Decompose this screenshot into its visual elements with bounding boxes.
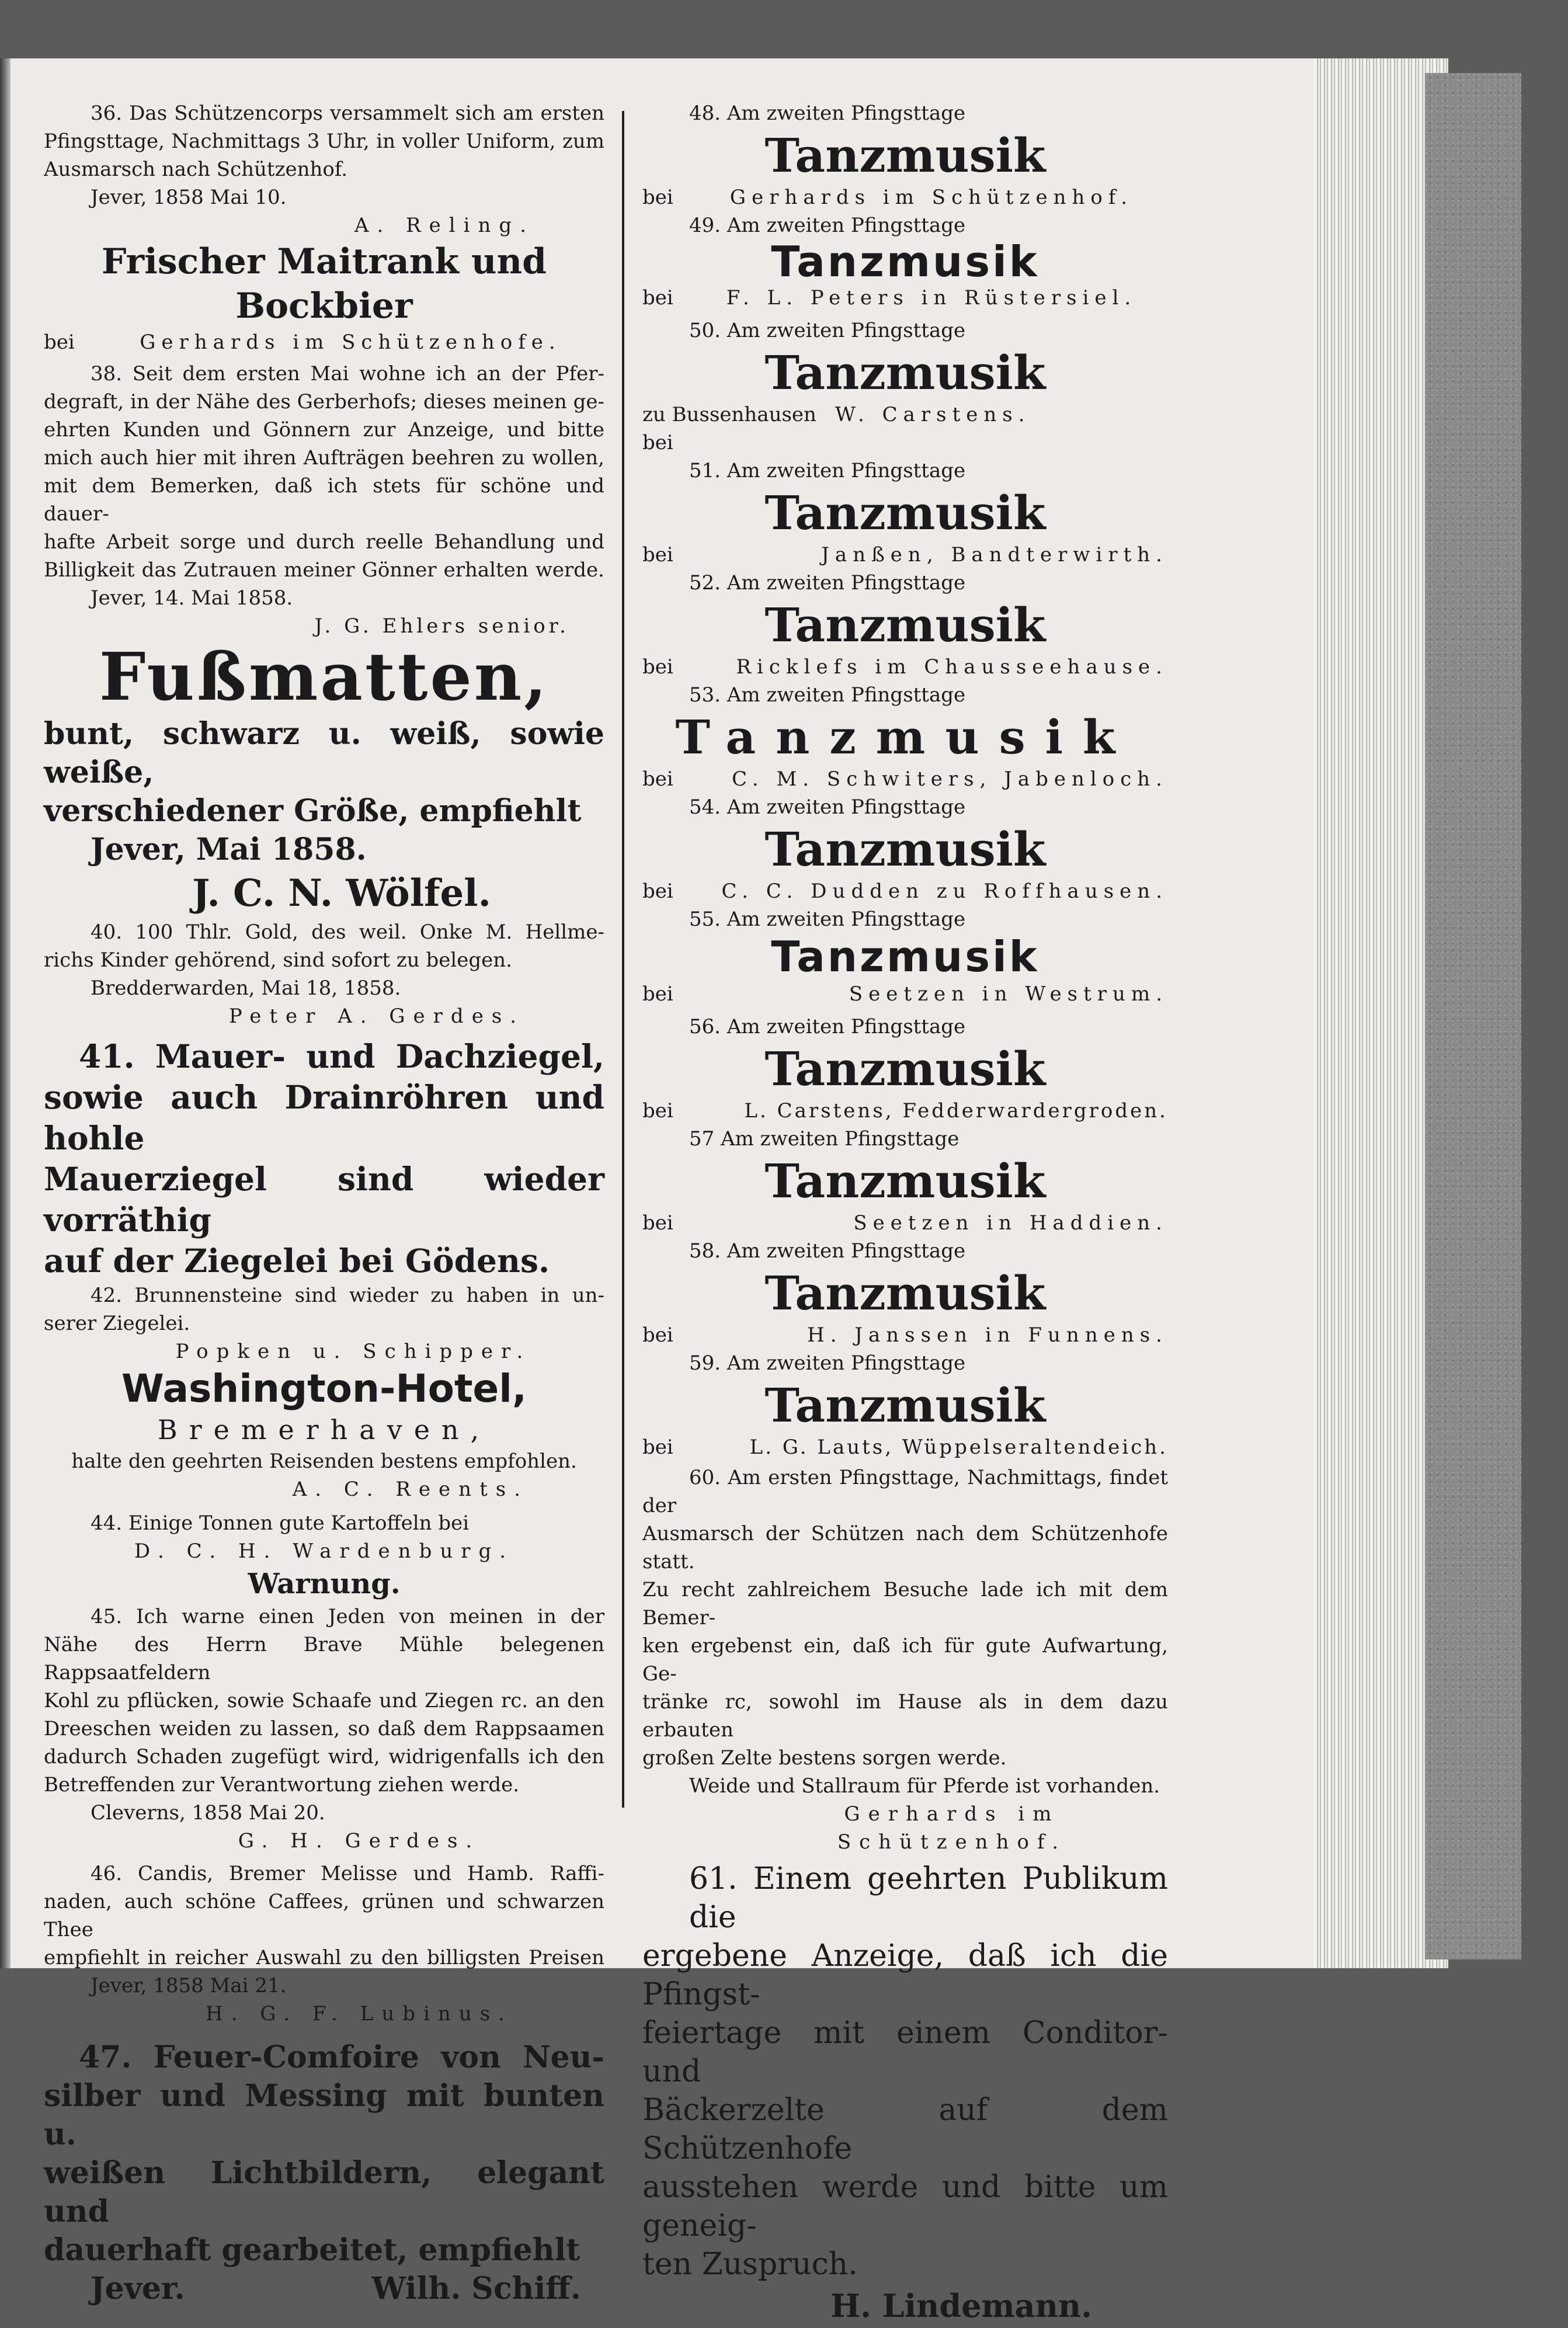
ad-line: Betreffenden zur Verantwortung ziehen werde. bbox=[44, 1773, 520, 1797]
right-column bbox=[642, 99, 1168, 2328]
bei-label: bei bbox=[642, 655, 673, 679]
dance-ad-59 bbox=[642, 1349, 1168, 1461]
ad-line: Zu recht zahlreichem Besuche lade ich mit dem Bemer- bbox=[642, 1578, 1168, 1629]
ad-line: hafte Arbeit sorge und durch reelle Behandlung und bbox=[44, 530, 604, 554]
ad-signature: L. Carstens, Fedderwardergroden. bbox=[744, 1099, 1168, 1123]
ad-date: Jever, 1858 Mai 21. bbox=[91, 1974, 287, 1997]
ad-signature: Seetzen in Westrum. bbox=[849, 982, 1168, 1006]
ad-signature: D. C. H. Wardenburg. bbox=[134, 1540, 514, 1563]
ad-line: 42. Brunnensteine sind wieder zu haben in un- bbox=[91, 1284, 604, 1307]
ad-37 bbox=[44, 239, 604, 356]
ad-line: Ausmarsch nach Schützenhof. bbox=[44, 158, 348, 181]
ad-line: Ausmarsch der Schützen nach dem Schützenhofe statt. bbox=[642, 1522, 1168, 1573]
ad-headline: Frischer Maitrank und Bockbier bbox=[101, 241, 547, 326]
ad-line: 47. Feuer-Comfoire von Neu- bbox=[79, 2039, 604, 2075]
ad-line: 46. Candis, Bremer Melisse und Hamb. Raffi- bbox=[91, 1862, 604, 1885]
ad-date: Jever, 14. Mai 1858. bbox=[91, 586, 293, 610]
ad-signature: F. L. Peters in Rüstersiel. bbox=[726, 286, 1137, 310]
ad-headline: Tanzmusik bbox=[764, 345, 1046, 400]
bei-label: bei bbox=[642, 982, 673, 1006]
ad-line: Weide und Stallraum für Pferde ist vorhanden. bbox=[689, 1774, 1160, 1798]
dance-ad-49 bbox=[642, 211, 1168, 312]
ad-61 bbox=[642, 1860, 1168, 2328]
bei-label: bei bbox=[44, 331, 75, 354]
ad-line: dadurch Schaden zugefügt wird, widrigenfalls ich den bbox=[44, 1745, 604, 1768]
ad-signature: Gerhards im Schützenhof. bbox=[837, 1802, 1067, 1854]
ad-headline: Tanzmusik bbox=[764, 1041, 1046, 1096]
ad-line: 48. Am zweiten Pfingsttage bbox=[689, 102, 966, 125]
ad-line: mit dem Bemerken, daß ich stets für schöne und dauer- bbox=[44, 474, 604, 526]
ad-signature: C. M. Schwiters, Jabenloch. bbox=[732, 767, 1168, 791]
bei-label: bei bbox=[642, 767, 673, 791]
dance-ad-54 bbox=[642, 793, 1168, 905]
ad-location-row bbox=[642, 765, 1168, 793]
ad-headline: Tanzmusik bbox=[764, 597, 1046, 652]
ad-40 bbox=[44, 918, 604, 1030]
dance-ad-53 bbox=[642, 681, 1168, 793]
ad-line: 56. Am zweiten Pfingsttage bbox=[689, 1015, 966, 1038]
ad-date: Cleverns, 1858 Mai 20. bbox=[91, 1801, 325, 1825]
ad-line: 45. Ich warne einen Jeden von meinen in der bbox=[91, 1605, 604, 1628]
ad-line: Mauerziegel sind wieder vorräthig bbox=[44, 1160, 604, 1239]
bei-label: bei bbox=[642, 1211, 673, 1235]
ad-signature: A. C. Reents. bbox=[292, 1478, 529, 1501]
ad-location-row bbox=[642, 541, 1168, 569]
dance-ad-52 bbox=[642, 569, 1168, 681]
ad-signature: Ricklefs im Chausseehause. bbox=[736, 655, 1168, 679]
ad-date: Jever, 1858 Mai 10. bbox=[91, 186, 287, 209]
ad-headline: Tanzmusik bbox=[771, 932, 1039, 981]
dance-ad-50 bbox=[642, 317, 1168, 457]
ad-line: silber und Messing mit bunten u. bbox=[44, 2078, 604, 2152]
ad-location-row bbox=[642, 653, 1168, 681]
dance-ad-48 bbox=[642, 99, 1168, 211]
ad-line: tränke rc, sowohl im Hause als in dem dazu erbauten bbox=[642, 1690, 1168, 1742]
bei-label: bei bbox=[642, 1323, 673, 1347]
ad-line: großen Zelte bestens sorgen werde. bbox=[642, 1746, 1007, 1770]
ad-signature: H. Lindemann. bbox=[830, 2287, 1092, 2324]
ad-44 bbox=[44, 1509, 604, 1565]
ad-signature: Peter A. Gerdes. bbox=[228, 1005, 525, 1028]
ad-line: weißen Lichtbildern, elegant und bbox=[44, 2155, 604, 2229]
ad-line: 57 Am zweiten Pfingsttage bbox=[689, 1127, 959, 1151]
ad-location-row bbox=[642, 980, 1168, 1008]
dance-ad-55 bbox=[642, 905, 1168, 1008]
dance-ad-58 bbox=[642, 1237, 1168, 1349]
ad-signature: Seetzen in Haddien. bbox=[853, 1211, 1168, 1235]
ad-date: Jever, Mai 1858. bbox=[91, 832, 367, 867]
ad-signature: G. H. Gerdes. bbox=[238, 1829, 481, 1853]
ad-line: serer Ziegelei. bbox=[44, 1312, 190, 1335]
ad-line: 44. Einige Tonnen gute Kartoffeln bei bbox=[91, 1512, 470, 1535]
ad-line: Kohl zu pflücken, sowie Schaafe und Ziegen rc. an den bbox=[44, 1689, 604, 1712]
ad-signature: J. C. N. Wölfel. bbox=[192, 871, 491, 915]
ad-line: naden, auch schöne Caffees, grünen und schwarzen Thee bbox=[44, 1890, 604, 1941]
ad-signature: Janßen, Bandterwirth. bbox=[821, 543, 1168, 567]
ad-place: Jever. bbox=[91, 2271, 185, 2306]
ad-headline: Tanzmusik bbox=[764, 1153, 1046, 1208]
ad-headline: Tanzmusik bbox=[764, 128, 1046, 183]
ad-location-row bbox=[642, 1321, 1168, 1349]
ad-46 bbox=[44, 1860, 604, 2028]
ad-headline: Tanzmusik bbox=[764, 485, 1046, 540]
ad-line: 54. Am zweiten Pfingsttage bbox=[689, 795, 966, 819]
ad-line: ausstehen werde und bitte um geneig- bbox=[642, 2170, 1168, 2243]
ad-line: 60. Am ersten Pfingsttage, Nachmittags, findet der bbox=[642, 1466, 1168, 1517]
ad-line: 38. Seit dem ersten Mai wohne ich an der Pfer- bbox=[91, 362, 604, 385]
ad-line: Bäckerzelte auf dem Schützenhofe bbox=[642, 2093, 1168, 2166]
book-cover-board bbox=[1425, 73, 1521, 1959]
ad-line: dauerhaft gearbeitet, empfiehlt bbox=[44, 2232, 580, 2268]
ad-line: bunt, schwarz u. weiß, sowie weiße, bbox=[44, 716, 604, 790]
ad-line: richs Kinder gehörend, sind sofort zu belegen. bbox=[44, 948, 512, 972]
ad-signature: L. G. Lauts, Wüppelseraltendeich. bbox=[749, 1436, 1168, 1459]
ad-location-row bbox=[44, 328, 604, 356]
ad-headline: Tanzmusik bbox=[764, 1378, 1046, 1433]
ad-line: mich auch hier mit ihren Aufträgen beehren zu wollen, bbox=[44, 446, 604, 470]
ad-line: verschiedener Größe, empfiehlt bbox=[44, 793, 582, 829]
ad-38 bbox=[44, 360, 604, 640]
ad-footer-row bbox=[44, 2270, 604, 2308]
ad-signature: Gerhards im Schützenhof. bbox=[729, 186, 1134, 209]
ad-line: 61. Einem geehrten Publikum die bbox=[689, 1861, 1168, 1935]
ad-line: 50. Am zweiten Pfingsttage bbox=[689, 319, 966, 342]
ad-signature: A. Reling. bbox=[354, 214, 534, 237]
ad-headline: Warnung. bbox=[248, 1568, 401, 1600]
left-column bbox=[44, 99, 604, 2308]
dance-ad-56 bbox=[642, 1013, 1168, 1125]
ad-line: empfiehlt in reicher Auswahl zu den billigsten Preisen bbox=[44, 1946, 604, 1969]
ad-date: Bredderwarden, Mai 18, 1858. bbox=[91, 977, 401, 1000]
ad-signature: Gerhards im Schützenhofe. bbox=[140, 331, 561, 354]
ad-line: 53. Am zweiten Pfingsttage bbox=[689, 683, 966, 707]
ad-city: Bremerhaven, bbox=[157, 1414, 491, 1446]
bei-label: bei bbox=[642, 880, 673, 903]
binding-gutter bbox=[0, 58, 11, 1968]
ad-location-row bbox=[642, 1209, 1168, 1237]
ad-headline: Tanzmusik bbox=[764, 822, 1046, 877]
ad-line: ehrten Kunden und Gönnern zur Anzeige, und bitte bbox=[44, 418, 604, 442]
ad-headline: Tanzmusik bbox=[675, 710, 1135, 765]
ad-line: auf der Ziegelei bei Gödens. bbox=[44, 1242, 550, 1280]
bei-label: bei bbox=[642, 1436, 673, 1459]
ad-line: 55. Am zweiten Pfingsttage bbox=[689, 908, 966, 931]
ad-43 bbox=[44, 1365, 604, 1503]
column-rule bbox=[622, 111, 624, 1808]
ad-location-row bbox=[642, 877, 1168, 905]
ad-line: 49. Am zweiten Pfingsttage bbox=[689, 214, 966, 237]
ad-line: 59. Am zweiten Pfingsttage bbox=[689, 1351, 966, 1375]
ad-line: ergebene Anzeige, daß ich die Pfingst- bbox=[642, 1938, 1168, 2012]
ad-location-row bbox=[642, 1433, 1168, 1461]
ad-line: halte den geehrten Reisenden bestens empfohlen. bbox=[71, 1450, 577, 1473]
ad-line: Pfingsttage, Nachmittags 3 Uhr, in voller Uniform, zum bbox=[44, 130, 604, 153]
ad-line: 51. Am zweiten Pfingsttage bbox=[689, 459, 966, 482]
ad-location-row bbox=[642, 401, 1168, 457]
bei-label: bei bbox=[642, 543, 673, 567]
ad-line: Dreeschen weiden zu lassen, so daß dem Rappsaamen bbox=[44, 1717, 604, 1740]
ad-42 bbox=[44, 1281, 604, 1365]
ad-line: 41. Mauer- und Dachziegel, bbox=[79, 1037, 604, 1075]
ad-line: Nähe des Herrn Brave Mühle belegenen Rappsaatfeldern bbox=[44, 1633, 604, 1684]
ad-signature: Popken u. Schipper. bbox=[175, 1340, 531, 1363]
ad-signature: Wilh. Schiff. bbox=[371, 2271, 581, 2306]
ad-location-row bbox=[642, 1097, 1168, 1125]
ad-signature: H. Janssen in Funnens. bbox=[807, 1323, 1168, 1347]
ad-headline: Washington-Hotel, bbox=[121, 1366, 527, 1411]
ad-signature: C. C. Dudden zu Roffhausen. bbox=[721, 880, 1168, 903]
ad-location-row bbox=[642, 284, 1168, 312]
ad-line: 36. Das Schützencorps versammelt sich am ersten bbox=[91, 102, 604, 125]
ad-signature: J. G. Ehlers senior. bbox=[314, 614, 569, 638]
ad-headline: Fußmatten, bbox=[99, 639, 550, 715]
ad-headline: Tanzmusik bbox=[771, 237, 1039, 286]
ad-60 bbox=[642, 1464, 1168, 1856]
bei-label: bei bbox=[642, 186, 673, 209]
ad-line: feiertage mit einem Conditor- und bbox=[642, 2016, 1168, 2089]
ad-location-row bbox=[642, 183, 1168, 211]
ad-line: 40. 100 Thlr. Gold, des weil. Onke M. Hellme- bbox=[91, 920, 604, 944]
ad-line: ten Zuspruch. bbox=[642, 2247, 858, 2282]
ad-line: 52. Am zweiten Pfingsttage bbox=[689, 571, 966, 595]
bei-label: bei bbox=[642, 1099, 673, 1123]
ad-line: 58. Am zweiten Pfingsttage bbox=[689, 1239, 966, 1263]
ad-47 bbox=[44, 2038, 604, 2308]
ad-45 bbox=[44, 1565, 604, 1855]
dance-ad-57 bbox=[642, 1125, 1168, 1237]
bei-label: bei bbox=[642, 286, 673, 310]
bei-label: zu Bussenhausen bei bbox=[642, 403, 816, 454]
ad-line: degraft, in der Nähe des Gerberhofs; dieses meinen ge- bbox=[44, 390, 604, 414]
ad-signature: W. Carstens. bbox=[835, 403, 1031, 426]
dance-ad-51 bbox=[642, 457, 1168, 569]
ad-line: ken ergebenst ein, daß ich für gute Aufwartung, Ge- bbox=[642, 1634, 1168, 1686]
ad-line: sowie auch Drainröhren und hohle bbox=[44, 1078, 604, 1157]
ad-signature: H. G. F. Lubinus. bbox=[206, 2002, 513, 2025]
ad-line: Billigkeit das Zutrauen meiner Gönner erhalten werde. bbox=[44, 558, 604, 582]
ad-36 bbox=[44, 99, 604, 239]
ad-headline: Tanzmusik bbox=[764, 1266, 1046, 1321]
ad-41 bbox=[44, 1036, 604, 1281]
ad-39 bbox=[44, 640, 604, 918]
